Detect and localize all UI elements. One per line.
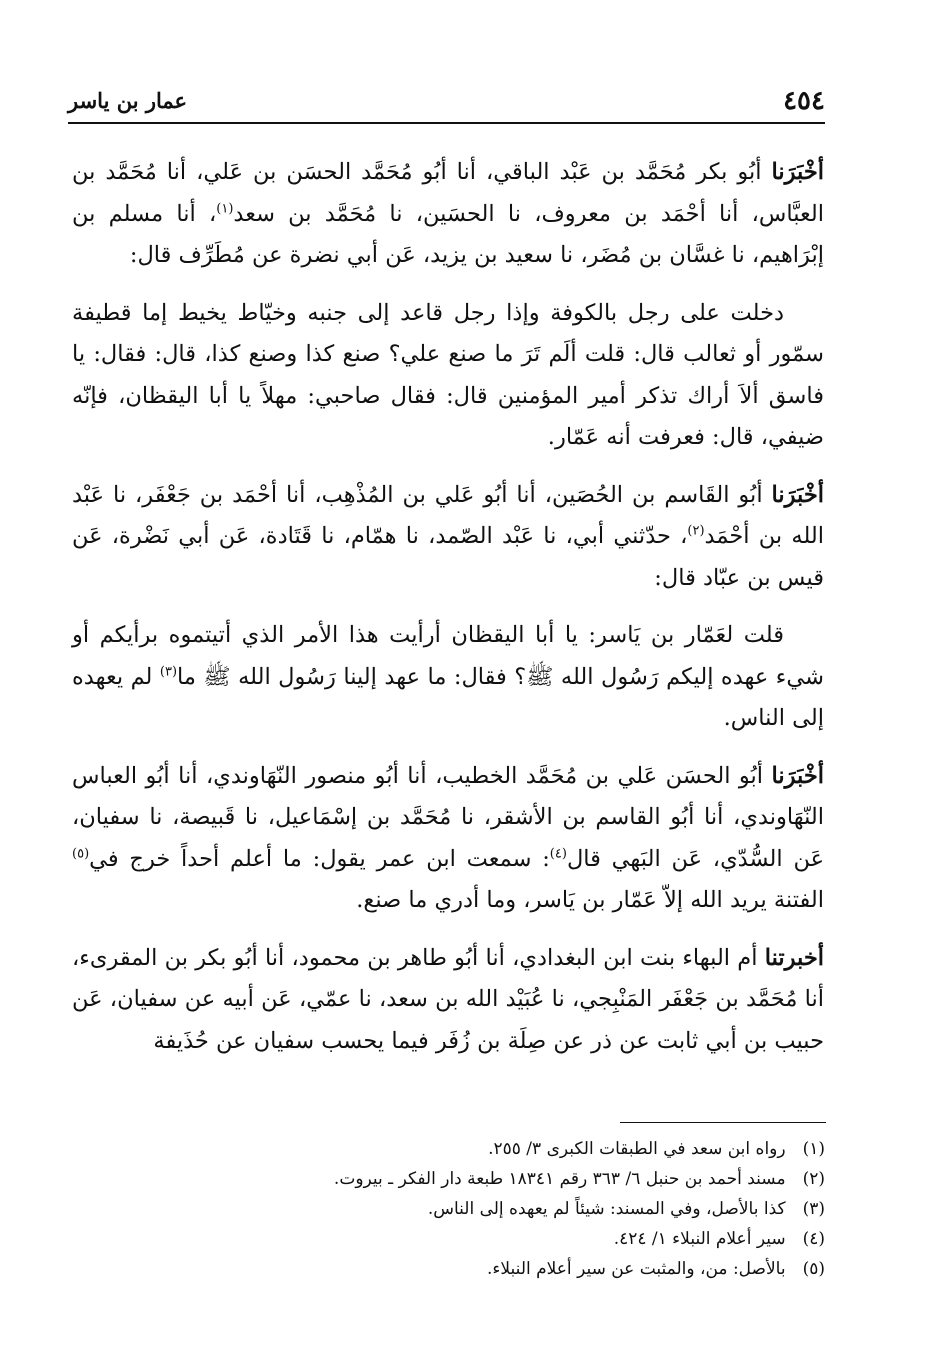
footnote-text: كذا بالأصل، وفي المسند: شيئاً لم يعهده إلى الناس. bbox=[427, 1199, 786, 1219]
footnote bbox=[200, 1254, 825, 1284]
isnad-paragraph-4 bbox=[72, 938, 824, 1063]
narrative-paragraph-1 bbox=[72, 293, 824, 459]
isnad-paragraph-3 bbox=[72, 756, 824, 922]
footnote-ref: (٥) bbox=[72, 846, 90, 861]
footnote-number: (٣) bbox=[802, 1199, 825, 1219]
footnote bbox=[200, 1134, 825, 1164]
footnote-number: (١) bbox=[802, 1139, 825, 1159]
footnotes bbox=[200, 1134, 825, 1284]
lead-word: أخبرتنا bbox=[764, 944, 824, 971]
paragraph-text: أبُو القَاسم بن الحُصَين، أنا أبُو عَلي بن المُذْهِب، أنا أحْمَد بن جَعْفَر، نا عَبْد الله بن أحْمَد bbox=[72, 481, 824, 549]
footnote-ref: (١) bbox=[216, 201, 234, 216]
footnote-ref: (٢) bbox=[687, 523, 705, 539]
paragraph-text: الفتنة يريد الله إلاّ عَمّار بن يَاسر، وما أدري ما صنع. bbox=[356, 887, 824, 913]
isnad-paragraph-2 bbox=[72, 475, 824, 600]
footnote-text: رواه ابن سعد في الطبقات الكبرى ٣/ ٢٥٥. bbox=[488, 1139, 786, 1159]
paragraph-text: أبُو الحسَن عَلي بن مُحَمَّد الخطيب، أنا أبُو منصور النّهَاوندي، أنا أبُو العباس النّهَاوندي، أنا أبُو القاسم بن الأشقر، نا مُحَمَّد بن إسْمَاعيل، نا قَبيصة، نا سفيان، عَن السُّدّي، عَن البَهي قال bbox=[72, 762, 824, 872]
paragraph-text: ، أنا مسلم بن إبْرَاهيم، نا غسَّان بن مُضَر، نا سعيد بن يزيد، عَن أبي نضرة عن مُطَرِّف قال: bbox=[72, 200, 824, 268]
paragraph-text: ، حدّثني أبي، نا عَبْد الصّمد، نا همّام، نا قَتَادة، عَن أبي نَضْرة، عَن قيس بن عبّاد قال: bbox=[72, 523, 824, 591]
footnote-number: (٢) bbox=[802, 1169, 825, 1189]
lead-word: أخْبَرَنا bbox=[771, 159, 824, 185]
footnote-ref: (٤) bbox=[549, 846, 567, 861]
footnote-number: (٤) bbox=[802, 1229, 825, 1249]
footnote bbox=[200, 1194, 825, 1224]
paragraph-text: أبُو بكر مُحَمَّد بن عَبْد الباقي، أنا أبُو مُحَمَّد الحسَن بن عَلي، أنا مُحَمَّد بن العبَّاس، أنا أحْمَد بن معروف، نا الحسَين، نا مُحَمَّد بن سعد bbox=[72, 159, 824, 227]
lead-word: أخْبَرَنا bbox=[771, 481, 824, 508]
paragraph-text: أم البهاء بنت ابن البغدادي، أنا أبُو طاهر بن محمود، أنا أبُو بكر بن المقرىء، أنا مُحَمَّد بن جَعْفَر المَنْبِجي، نا عُبَيْد الله بن سعد، نا عمّي، عَن أبيه عن سفيان، عَن حبيب بن أبي ثابت عن ذر عن صِلَة بن زُفَر فيما يحسب سفيان عن حُذَيفة bbox=[72, 944, 824, 1054]
footnote-number: (٥) bbox=[802, 1259, 825, 1279]
paragraph-text: دخلت على رجل بالكوفة وإذا رجل قاعد إلى جنبه وخيّاط يخيط إما قطيفة سمّور أو ثعالب قال: قلت ألَم تَرَ ما صنع علي؟ صنع كذا وصنع كذا، قال: فقال: يا فاسق ألاَ أراك تذكر أمير المؤمنين قال: فقال صاحبي: مهلاً يا أبا اليقظان، فإنّه ضيفي، قال: فعرفت أنه عَمّار. bbox=[72, 299, 824, 450]
footnote-text: مسند أحمد بن حنبل ٦/ ٣٦٣ رقم ١٨٣٤١ طبعة دار الفكر ـ بيروت. bbox=[333, 1169, 786, 1189]
running-header bbox=[68, 82, 825, 118]
footnote-text: بالأصل: من، والمثبت عن سير أعلام النبلاء. bbox=[487, 1259, 786, 1279]
footnote bbox=[200, 1164, 825, 1194]
lead-word: أخْبَرَنا bbox=[771, 762, 824, 789]
running-title: عمار بن ياسر bbox=[68, 88, 188, 113]
isnad-paragraph-1 bbox=[72, 152, 824, 277]
footnote-rule bbox=[620, 1122, 826, 1123]
main-text bbox=[72, 152, 824, 1078]
paragraph-text: : سمعت ابن عمر يقول: ما أعلم أحداً خرج في bbox=[89, 845, 550, 872]
paragraph-text: قلت لعَمّار بن يَاسر: يا أبا اليقظان أرأيت هذا الأمر الذي أتيتموه برأيكم أو شيء عهده إليكم رَسُول الله ﷺ؟ فقال: ما عهد إلينا رَسُول الله ﷺ ما bbox=[72, 622, 824, 690]
narrative-paragraph-2 bbox=[72, 615, 824, 740]
footnote-ref: (٣) bbox=[159, 664, 178, 679]
footnote-text: سير أعلام النبلاء ١/ ٤٢٤. bbox=[613, 1229, 786, 1249]
page-number: ٤٥٤ bbox=[783, 86, 825, 116]
header-rule bbox=[68, 122, 825, 124]
footnote bbox=[200, 1224, 825, 1254]
paragraph-text: لم يعهده إلى الناس. bbox=[72, 663, 824, 731]
